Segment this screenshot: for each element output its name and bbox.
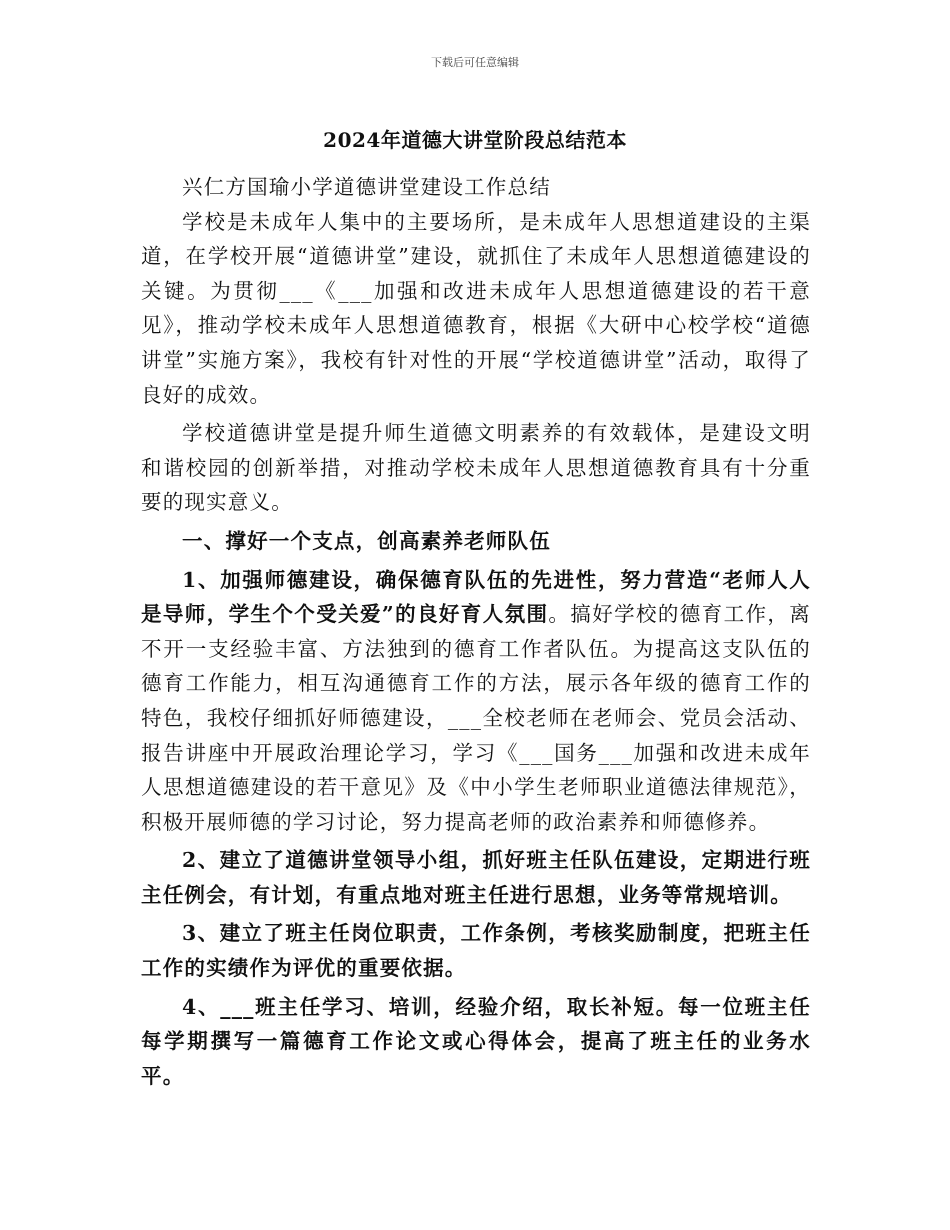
paragraph-2: 学校道德讲堂是提升师生道德文明素养的有效载体，是建设文明和谐校园的创新举措，对推动学校未成年人思想道德教育具有十分重要的现实意义。 xyxy=(141,421,811,515)
item-1-paragraph xyxy=(141,563,811,840)
document-body xyxy=(141,170,811,1093)
header-note: 下载后可任意编辑 xyxy=(431,56,519,69)
item-2-paragraph: 2、建立了道德讲堂领导小组，抓好班主任队伍建设，定期进行班主任例会，有计划，有重点地对班主任进行思想，业务等常规培训。 xyxy=(141,848,811,907)
section-1-heading: 一、撑好一个支点，创高素养老师队伍 xyxy=(182,528,551,553)
paragraph-1: 学校是未成年人集中的主要场所，是未成年人思想道建设的主渠道，在学校开展“道德讲堂”建设，就抓住了未成年人思想道德建设的关键。为贯彻___《___加强和改进未成年人思想道德建设的若干意见》，推动学校未成年人思想道德教育，根据《大研中心校学校“道德讲堂”实施方案》，我校有针对性的开展“学校道德讲堂”活动，取得了良好的成效。 xyxy=(141,209,811,407)
document-title: 2024年道德大讲堂阶段总结范本 xyxy=(323,128,627,152)
item-1-rest: 。搞好学校的德育工作，离不开一支经验丰富、方法独到的德育工作者队伍。为提高这支队伍的德育工作能力，相互沟通德育工作的方法，展示各年级的德育工作的特色，我校仔细抓好师德建设，___全校老师在老师会、党员会活动、报告讲座中开展政治理论学习，学习《___国务___加强和改进未成年人思想道德建设的若干意见》及《中小学生老师职业道德法律规范》，积极开展师德的学习讨论，努力提高老师的政治素养和师德修养。 xyxy=(141,602,811,834)
item-1-bold-lead: 1、加强师德建设，确保德育队伍的先进性，努力营造“老师人人是导师，学生个个受关爱”的良好育人氛围 xyxy=(141,567,811,627)
item-4-paragraph: 4、___班主任学习、培训，经验介绍，取长补短。每一位班主任每学期撰写一篇德育工作论文或心得体会，提高了班主任的业务水平。 xyxy=(141,994,811,1088)
item-3-paragraph: 3、建立了班主任岗位职责，工作条例，考核奖励制度，把班主任工作的实绩作为评优的重要依据。 xyxy=(141,921,811,981)
document-subtitle: 兴仁方国瑜小学道德讲堂建设工作总结 xyxy=(182,175,551,199)
